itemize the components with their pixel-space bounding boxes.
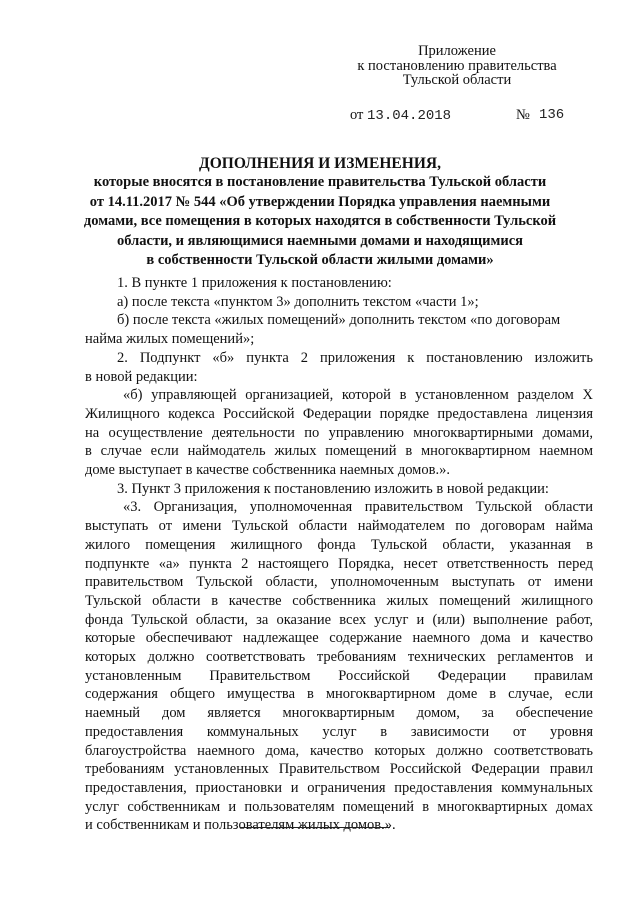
paragraph-line: в новой редакции: — [85, 368, 198, 385]
paragraph-line: и собственникам и пользователям жилых домов.». — [85, 817, 396, 834]
paragraph-line: «3. Организация, уполномоченная правительством Тульской области — [123, 499, 593, 516]
paragraph-line: жилого помещения жилищного фонда Тульской области, указанная в — [85, 536, 593, 553]
paragraph-line: содержания общего имущества в многоквартирном доме в случае, если — [85, 686, 593, 703]
document-date: 13.04.2018 — [367, 108, 452, 124]
paragraph-line: Жилищного кодекса Российской Федерации порядке предоставлена лицензия — [85, 405, 593, 422]
paragraph-line: а) после текста «пунктом 3» дополнить текстом «части 1»; — [117, 293, 479, 310]
paragraph-line: правительством Тульской области, уполномоченным выступать от имени — [85, 574, 593, 591]
document-number: 136 — [539, 107, 565, 123]
title-line: в собственности Тульской области жилыми домами» — [146, 252, 494, 269]
paragraph-line: 1. В пункте 1 приложения к постановлению: — [117, 275, 392, 291]
paragraph-line: доме выступает в качестве собственника наемных домов.». — [85, 462, 450, 479]
title-line: области, и являющимися наемными домами и находящимися — [117, 232, 523, 249]
paragraph-line: услуг собственникам и пользователям помещений в многоквартирных домах — [85, 798, 593, 815]
paragraph-line: которых должно соответствовать требованиям технических регламентов и — [85, 649, 593, 666]
paragraph-line: Тульской области в качестве собственника жилых помещений жилищного — [85, 592, 593, 609]
closing-rule — [240, 827, 390, 828]
paragraph-line: б) после текста «жилых помещений» дополнить текстом «по договорам — [117, 312, 561, 329]
title-line: от 14.11.2017 № 544 «Об утверждении Порядка управления наемными — [89, 193, 551, 210]
paragraph-line: предоставления коммунальных услуг в зависимости от уровня — [85, 723, 593, 740]
paragraph-line: предоставления, приостановки и ограничения предоставления коммунальных — [85, 779, 593, 796]
paragraph-line: на осуществление деятельности по управлению многоквартирными домами, — [85, 424, 593, 441]
annex-region: Тульской области — [402, 72, 512, 88]
number-label: № — [516, 107, 530, 123]
title-heading: ДОПОЛНЕНИЯ И ИЗМЕНЕНИЯ, — [199, 155, 441, 172]
title-line: домами, все помещения в которых находятся в собственности Тульской — [83, 213, 557, 230]
date-number-line — [350, 107, 565, 124]
title-line: которые вносятся в постановление правительства Тульской области — [93, 174, 547, 191]
paragraph-line: «б) управляющей организацией, которой в установленном разделом X — [123, 387, 593, 404]
paragraph-line: подпункте «а» пункта 2 настоящего Порядка, несет ответственность перед — [85, 555, 593, 572]
annex-reference: к постановлению правительства — [357, 57, 557, 74]
paragraph-line: наемный дом является многоквартирным домом, за обеспечение — [85, 705, 593, 722]
document-body — [85, 274, 593, 835]
paragraph-line: 2. Подпункт «б» пункта 2 приложения к постановлению изложить — [117, 349, 593, 366]
date-label: от — [350, 107, 364, 123]
paragraph-line: найма жилых помещений»; — [85, 331, 255, 348]
annex-header — [350, 44, 564, 88]
paragraph-line: в случае если наймодатель жилых помещений в многоквартирном наемном — [85, 443, 593, 460]
paragraph-line: требованиям установленных Правительством Российской Федерации правил — [85, 761, 593, 778]
paragraph-line: установленным Правительством Российской Федерации правилам — [85, 667, 593, 684]
paragraph-line: которые обеспечивают надлежащее содержание наемного дома и качество — [85, 630, 593, 647]
document-title — [60, 154, 580, 270]
paragraph-line: 3. Пункт 3 приложения к постановлению изложить в новой редакции: — [117, 480, 549, 497]
annex-label: Приложение — [418, 43, 496, 59]
paragraph-line: благоустройства наемного дома, качество которых должно соответствовать — [85, 742, 593, 759]
paragraph-line: выступать от имени Тульской области наймодателем по договорам найма — [85, 518, 593, 535]
paragraph-line: фонда Тульской области, за оказание всех услуг и (или) выполнение работ, — [85, 611, 593, 628]
